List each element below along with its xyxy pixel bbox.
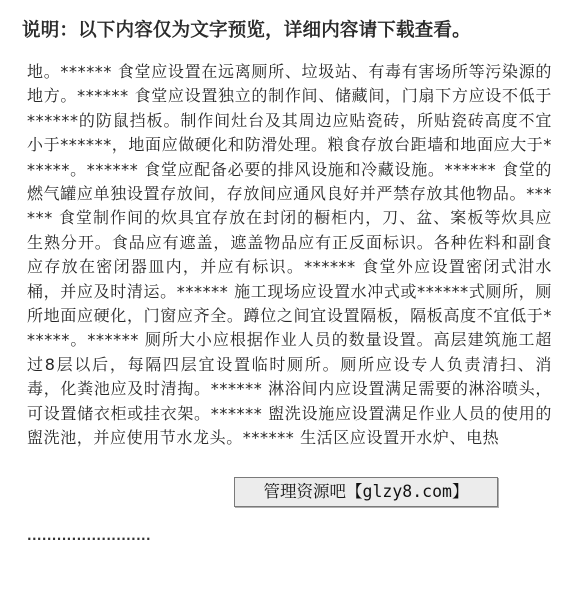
site-watermark-banner: 管理资源吧【glzy8.com】: [234, 477, 498, 507]
truncation-ellipsis: ·························: [27, 532, 151, 546]
preview-notice: 说明：以下内容仅为文字预览，详细内容请下载查看。: [22, 20, 471, 41]
document-preview-text: 地。****** 食堂应设置在远离厕所、垃圾站、有毒有害场所等污染源的地方。****** 食堂应设置独立的制作间、储藏间，门扇下方应设不低于******的防鼠挡板。制作间灶台及其周边应贴瓷砖，所贴瓷砖高度不宜小于******，地面应做硬化和防滑处理。粮食存放台距墙和地面应大于******。****** 食堂应配备必要的排风设施和冷藏设施。****** 食堂的燃气罐应单独设置存放间，存放间应通风良好并严禁存放其他物品。****** 食堂制作间的炊具宜存放在封闭的橱柜内，刀、盆、案板等炊具应生熟分开。食品应有遮盖，遮盖物品应有正反面标识。各种佐料和副食应存放在密闭器皿内，并应有标识。****** 食堂外应设置密闭式泔水桶，并应及时清运。****** 施工现场应设置水冲式或******式厕所，厕所地面应硬化，门窗应齐全。蹲位之间宜设置隔板，隔板高度不宜低于******。****** 厕所大小应根据作业人员的数量设置。高层建筑施工超过8层以后，每隔四层宜设置临时厕所。厕所应设专人负责清扫、消毒，化粪池应及时清掏。****** 淋浴间内应设置满足需要的淋浴喷头，可设置储衣柜或挂衣架。****** 盥洗设施应设置满足作业人员的使用的盥洗池，并应使用节水龙头。****** 生活区应设置开水炉、电热: [27, 62, 553, 448]
